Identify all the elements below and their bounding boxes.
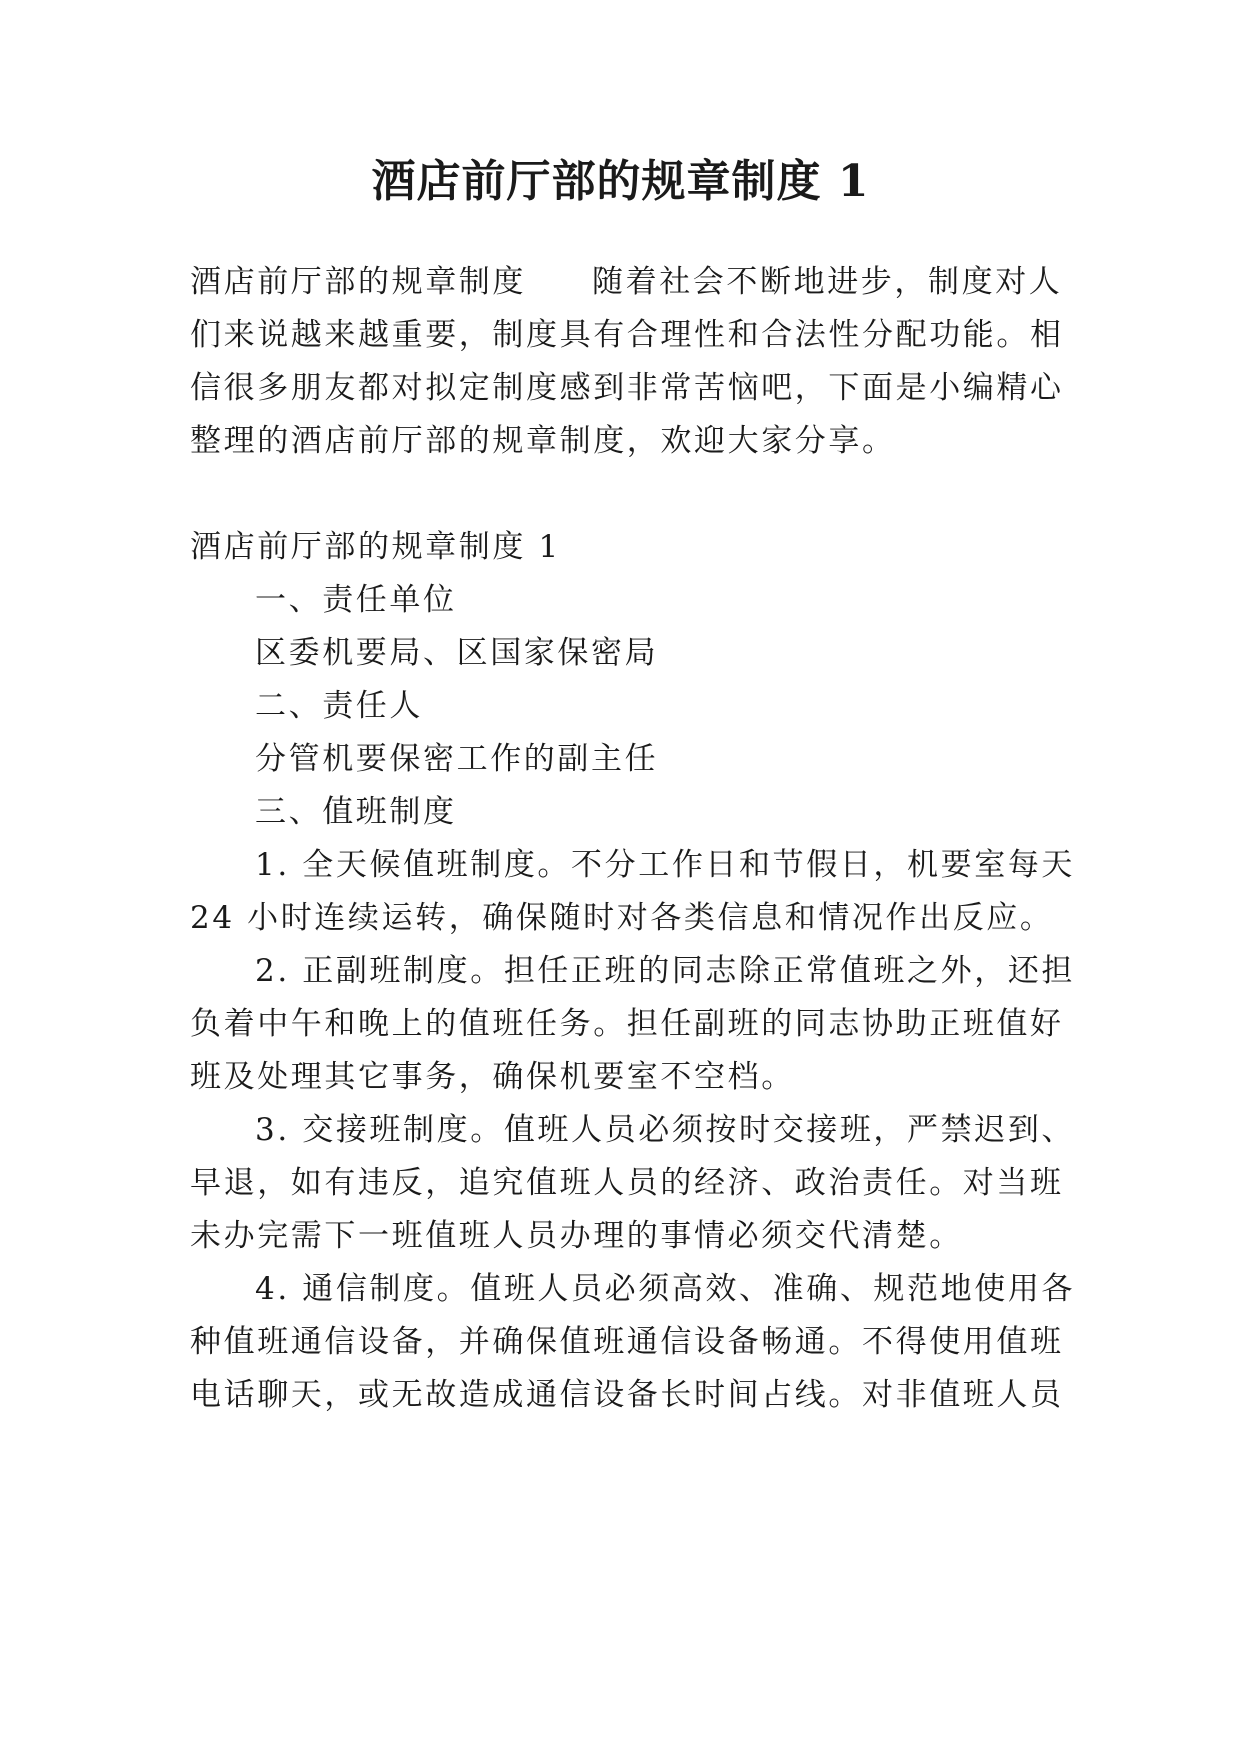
rule-1-line-2: 24 小时连续运转，确保随时对各类信息和情况作出反应。 <box>190 900 1054 936</box>
intro-line-4: 整理的酒店前厅部的规章制度，欢迎大家分享。 <box>190 423 896 459</box>
item-heading-3: 三、值班制度 <box>255 794 457 830</box>
item-value-2: 分管机要保密工作的副主任 <box>255 741 659 777</box>
rule-3-line-2: 早退，如有违反，追究值班人员的经济、政治责任。对当班 <box>190 1165 1064 1201</box>
rule-1-line-1: 1. 全天候值班制度。不分工作日和节假日，机要室每天 <box>255 847 1076 883</box>
rule-4-line-1: 4. 通信制度。值班人员必须高效、准确、规范地使用各 <box>255 1271 1076 1307</box>
document-title: 酒店前厅部的规章制度 1 <box>371 156 870 207</box>
rule-2-line-1: 2. 正副班制度。担任正班的同志除正常值班之外，还担 <box>255 953 1076 989</box>
item-heading-2: 二、责任人 <box>255 688 423 724</box>
intro-line-1 <box>190 262 1070 302</box>
rule-2-line-3: 班及处理其它事务，确保机要室不空档。 <box>190 1059 795 1095</box>
rule-3-line-3: 未办完需下一班值班人员办理的事情必须交代清楚。 <box>190 1218 963 1254</box>
intro-label: 酒店前厅部的规章制度 <box>190 264 526 300</box>
rule-3-line-1: 3. 交接班制度。值班人员必须按时交接班，严禁迟到、 <box>255 1112 1076 1148</box>
rule-4-line-3: 电话聊天，或无故造成通信设备长时间占线。对非值班人员 <box>190 1377 1064 1413</box>
item-value-1: 区委机要局、区国家保密局 <box>255 635 659 671</box>
intro-line-1-rest: 随着社会不断地进步，制度对人 <box>592 264 1063 300</box>
intro-line-3: 信很多朋友都对拟定制度感到非常苦恼吧，下面是小编精心 <box>190 370 1064 406</box>
intro-line-2: 们来说越来越重要，制度具有合理性和合法性分配功能。相 <box>190 317 1064 353</box>
item-heading-1: 一、责任单位 <box>255 582 457 618</box>
rule-4-line-2: 种值班通信设备，并确保值班通信设备畅通。不得使用值班 <box>190 1324 1064 1360</box>
rule-2-line-2: 负着中午和晚上的值班任务。担任副班的同志协助正班值好 <box>190 1006 1064 1042</box>
section-heading: 酒店前厅部的规章制度 1 <box>190 529 561 565</box>
